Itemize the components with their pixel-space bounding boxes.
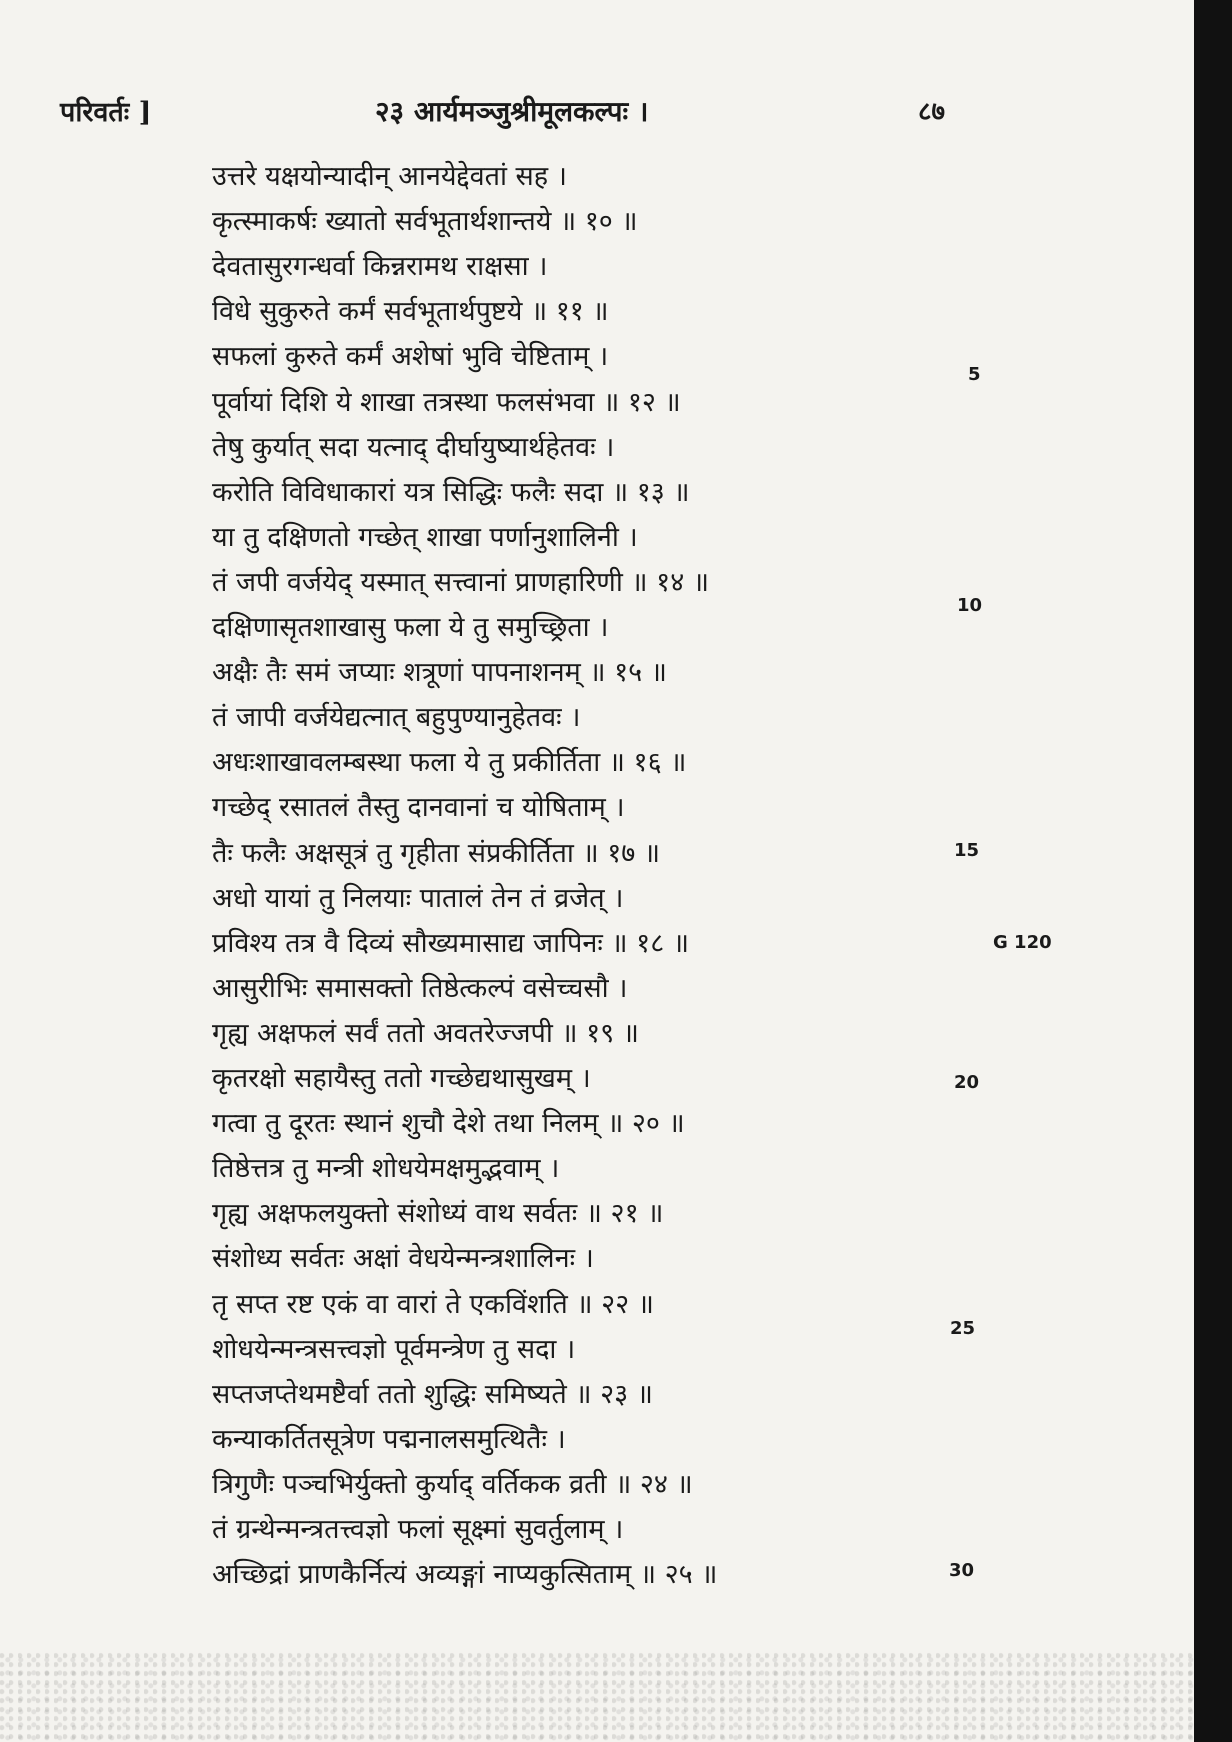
source-ref-g120: G 120 <box>993 932 1052 953</box>
verse-line: तं ग्रन्थेन्मन्त्रतत्त्वज्ञो फलां सूक्ष्मां सुवर्तुलाम् । <box>212 1514 624 1545</box>
verse-line: आसुरीभिः समासक्तो तिष्ठेत्कल्पं वसेच्चसौ । <box>212 973 628 1004</box>
scan-edge-shadow <box>1194 0 1232 1742</box>
verse-line: सफलां कुरुते कर्मं अशेषां भुवि चेष्टिताम् । <box>212 341 609 372</box>
verse-line: गृह्य अक्षफलं सर्वं ततो अवतरेज्जपी ॥ १९ ॥ <box>212 1018 639 1049</box>
verse-line: पूर्वायां दिशि ये शाखा तत्रस्था फलसंभवा ॥ १२ ॥ <box>212 387 681 418</box>
line-number-20: 20 <box>954 1072 980 1093</box>
page-header <box>0 92 1232 132</box>
verse-line: तिष्ठेत्तत्र तु मन्त्री शोधयेमक्षमुद्भवाम् । <box>212 1153 560 1184</box>
verse-line: अधो यायां तु निलयाः पातालं तेन तं व्रजेत् । <box>212 883 624 914</box>
verse-line: त्रिगुणैः पञ्चभिर्युक्तो कुर्याद् वर्तिकक व्रती ॥ २४ ॥ <box>212 1469 693 1500</box>
chapter-marker: परिवर्तः ] <box>60 97 152 128</box>
line-number-10: 10 <box>957 595 983 616</box>
verse-line: तं जपी वर्जयेद् यस्मात् सत्त्वानां प्राणहारिणी ॥ १४ ॥ <box>212 567 709 598</box>
verse-line: कृत्स्माकर्षः ख्यातो सर्वभूतार्थशान्तये ॥ १० ॥ <box>212 206 638 237</box>
verse-line: तं जापी वर्जयेद्यत्नात् बहुपुण्यानुहेतवः । <box>212 702 581 733</box>
verse-line: उत्तरे यक्षयोन्यादीन् आनयेद्देवतां सह । <box>212 161 567 192</box>
verse-line: गत्वा तु दूरतः स्थानं शुचौ देशे तथा निलम् ॥ २० ॥ <box>212 1108 685 1139</box>
verse-line: गच्छेद् रसातलं तैस्तु दानवानां च योषिताम् । <box>212 792 625 823</box>
verse-line: कन्याकर्तितसूत्रेण पद्मनालसमुत्थितैः । <box>212 1424 566 1455</box>
verse-line: या तु दक्षिणतो गच्छेत् शाखा पर्णानुशालिनी । <box>212 522 638 553</box>
verse-line: अक्षैः तैः समं जप्याः शत्रूणां पापनाशनम् ॥ १५ ॥ <box>212 657 667 688</box>
verse-line: शोधयेन्मन्त्रसत्त्वज्ञो पूर्वमन्त्रेण तु सदा । <box>212 1334 576 1365</box>
line-number-15: 15 <box>954 840 980 861</box>
page-number: ८७ <box>918 97 946 127</box>
running-title: २३ आर्यमञ्जुश्रीमूलकल्पः । <box>375 95 649 128</box>
verse-line: करोति विविधाकारां यत्र सिद्धिः फलैः सदा ॥ १३ ॥ <box>212 477 690 508</box>
verse-line: गृह्य अक्षफलयुक्तो संशोध्यं वाथ सर्वतः ॥ २१ ॥ <box>212 1198 664 1229</box>
verse-line: प्रविश्य तत्र वै दिव्यं सौख्यमासाद्य जापिनः ॥ १८ ॥ <box>212 928 690 959</box>
verse-line: अधःशाखावलम्बस्था फला ये तु प्रकीर्तिता ॥ १६ ॥ <box>212 747 687 778</box>
verse-line: दक्षिणासृतशाखासु फला ये तु समुच्छ्रिता । <box>212 612 609 643</box>
verse-line: अच्छिद्रां प्राणकैर्नित्यं अव्यङ्गां नाप्यकुत्सिताम् ॥ २५ ॥ <box>212 1559 718 1590</box>
scan-noise <box>0 1652 1194 1742</box>
verse-line: कृतरक्षो सहायैस्तु ततो गच्छेद्यथासुखम् । <box>212 1063 591 1094</box>
verse-line: सप्तजप्तेथमष्टैर्वा ततो शुद्धिः समिष्यते ॥ २३ ॥ <box>212 1379 653 1410</box>
verse-line: तैः फलैः अक्षसूत्रं तु गृहीता संप्रकीर्तिता ॥ १७ ॥ <box>212 838 661 869</box>
verse-line: विधे सुकुरुते कर्मं सर्वभूतार्थपुष्टये ॥ ११ ॥ <box>212 296 609 327</box>
line-number-25: 25 <box>950 1318 976 1339</box>
verse-line: संशोध्य सर्वतः अक्षां वेधयेन्मन्त्रशालिनः । <box>212 1243 594 1274</box>
verse-line: देवतासुरगन्धर्वा किन्नरामथ राक्षसा । <box>212 251 548 282</box>
line-number-5: 5 <box>968 364 981 385</box>
line-number-30: 30 <box>949 1560 975 1581</box>
verse-line: तृ सप्त रष्ट एकं वा वारां ते एकविंशति ॥ २२ ॥ <box>212 1289 654 1320</box>
verse-line: तेषु कुर्यात् सदा यत्नाद् दीर्घायुष्यार्थहेतवः । <box>212 432 615 463</box>
